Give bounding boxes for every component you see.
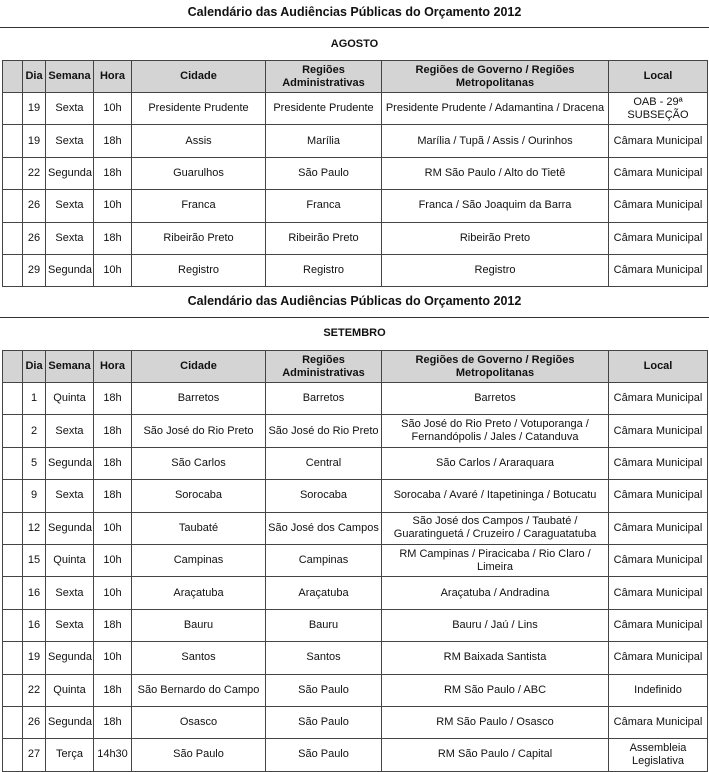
cell-cidade: Guarulhos (132, 157, 266, 189)
table-row (3, 190, 708, 222)
table-row (3, 512, 708, 544)
cell-cidade: Osasco (132, 706, 266, 738)
cell-local: Câmara Municipal (609, 706, 708, 738)
header-stub (3, 351, 23, 383)
cell-dia: 19 (23, 642, 46, 674)
header-local: Local (609, 61, 708, 93)
month-label-agosto: AGOSTO (330, 38, 379, 50)
header-cidade: Cidade (132, 351, 266, 383)
cell-regiao-governo: Bauru / Jaú / Lins (382, 609, 609, 641)
cell-hora: 10h (94, 577, 132, 609)
cell-semana: Quinta (46, 383, 94, 415)
cell-regiao-administrativa: Central (266, 447, 382, 479)
cell-hora: 18h (94, 480, 132, 512)
row-stub (3, 480, 23, 512)
cell-local: Câmara Municipal (609, 222, 708, 254)
schedule-table-agosto (2, 60, 708, 287)
cell-dia: 16 (23, 577, 46, 609)
cell-cidade: Barretos (132, 383, 266, 415)
cell-hora: 18h (94, 157, 132, 189)
cell-semana: Sexta (46, 222, 94, 254)
table-row (3, 577, 708, 609)
cell-regiao-administrativa: Registro (266, 254, 382, 286)
cell-semana: Segunda (46, 642, 94, 674)
cell-dia: 2 (23, 415, 46, 447)
cell-hora: 14h30 (94, 739, 132, 771)
cell-local: OAB - 29ª SUBSEÇÃO (609, 93, 708, 125)
cell-semana: Sexta (46, 609, 94, 641)
row-stub (3, 190, 23, 222)
row-stub (3, 674, 23, 706)
cell-regiao-administrativa: São Paulo (266, 157, 382, 189)
cell-regiao-administrativa: Santos (266, 642, 382, 674)
row-stub (3, 512, 23, 544)
cell-regiao-administrativa: São José dos Campos (266, 512, 382, 544)
cell-dia: 12 (23, 512, 46, 544)
row-stub (3, 125, 23, 157)
cell-local: Câmara Municipal (609, 480, 708, 512)
header-cidade: Cidade (132, 61, 266, 93)
table-row (3, 544, 708, 576)
row-stub (3, 157, 23, 189)
cell-cidade: Araçatuba (132, 577, 266, 609)
table-row (3, 415, 708, 447)
cell-semana: Quinta (46, 674, 94, 706)
cell-cidade: Presidente Prudente (132, 93, 266, 125)
cell-semana: Segunda (46, 254, 94, 286)
table-header-row (3, 351, 708, 383)
header-stub (3, 61, 23, 93)
cell-cidade: Bauru (132, 609, 266, 641)
table-row (3, 222, 708, 254)
row-stub (3, 254, 23, 286)
cell-regiao-administrativa: Franca (266, 190, 382, 222)
cell-regiao-governo: Ribeirão Preto (382, 222, 609, 254)
cell-cidade: São Paulo (132, 739, 266, 771)
cell-dia: 19 (23, 125, 46, 157)
cell-semana: Sexta (46, 190, 94, 222)
schedule-table-setembro (2, 350, 708, 772)
section-title-setembro: Calendário das Audiências Públicas do Orçamento 2012 (187, 294, 522, 308)
cell-cidade: São José do Rio Preto (132, 415, 266, 447)
cell-hora: 18h (94, 609, 132, 641)
cell-regiao-administrativa: Sorocaba (266, 480, 382, 512)
cell-local: Câmara Municipal (609, 125, 708, 157)
cell-cidade: São Bernardo do Campo (132, 674, 266, 706)
divider-line (0, 27, 709, 28)
table-row (3, 157, 708, 189)
header-local: Local (609, 351, 708, 383)
cell-hora: 10h (94, 93, 132, 125)
cell-local: Câmara Municipal (609, 577, 708, 609)
cell-dia: 5 (23, 447, 46, 479)
table-row (3, 642, 708, 674)
header-regioes-administrativas: Regiões Administrativas (266, 351, 382, 383)
cell-semana: Sexta (46, 480, 94, 512)
cell-local: Câmara Municipal (609, 383, 708, 415)
cell-regiao-governo: Presidente Prudente / Adamantina / Dracena (382, 93, 609, 125)
month-label-setembro: SETEMBRO (323, 327, 386, 339)
cell-hora: 18h (94, 706, 132, 738)
cell-hora: 10h (94, 544, 132, 576)
cell-semana: Terça (46, 739, 94, 771)
row-stub (3, 447, 23, 479)
row-stub (3, 642, 23, 674)
cell-hora: 18h (94, 674, 132, 706)
row-stub (3, 739, 23, 771)
row-stub (3, 577, 23, 609)
cell-regiao-administrativa: Campinas (266, 544, 382, 576)
cell-hora: 18h (94, 415, 132, 447)
cell-regiao-administrativa: São Paulo (266, 706, 382, 738)
header-hora: Hora (94, 351, 132, 383)
cell-dia: 29 (23, 254, 46, 286)
cell-regiao-administrativa: Ribeirão Preto (266, 222, 382, 254)
cell-hora: 18h (94, 447, 132, 479)
cell-regiao-governo: São José do Rio Preto / Votuporanga / Fernandópolis / Jales / Catanduva (382, 415, 609, 447)
cell-dia: 15 (23, 544, 46, 576)
cell-regiao-administrativa: Araçatuba (266, 577, 382, 609)
cell-semana: Segunda (46, 447, 94, 479)
cell-dia: 26 (23, 190, 46, 222)
cell-regiao-governo: São José dos Campos / Taubaté / Guaratinguetá / Cruzeiro / Caraguatatuba (382, 512, 609, 544)
row-stub (3, 706, 23, 738)
cell-dia: 22 (23, 157, 46, 189)
cell-regiao-governo: Marília / Tupã / Assis / Ourinhos (382, 125, 609, 157)
header-semana: Semana (46, 61, 94, 93)
cell-cidade: Franca (132, 190, 266, 222)
cell-regiao-governo: RM Campinas / Piracicaba / Rio Claro / Limeira (382, 544, 609, 576)
section-title-agosto: Calendário das Audiências Públicas do Orçamento 2012 (187, 5, 522, 19)
cell-cidade: Santos (132, 642, 266, 674)
cell-local: Câmara Municipal (609, 609, 708, 641)
cell-semana: Sexta (46, 125, 94, 157)
cell-regiao-governo: RM São Paulo / Alto do Tietê (382, 157, 609, 189)
header-dia: Dia (23, 351, 46, 383)
cell-regiao-administrativa: Bauru (266, 609, 382, 641)
cell-regiao-governo: Barretos (382, 383, 609, 415)
cell-regiao-governo: RM São Paulo / Osasco (382, 706, 609, 738)
table-row (3, 609, 708, 641)
cell-dia: 22 (23, 674, 46, 706)
row-stub (3, 544, 23, 576)
cell-semana: Quinta (46, 544, 94, 576)
cell-hora: 10h (94, 642, 132, 674)
cell-dia: 27 (23, 739, 46, 771)
table-row (3, 674, 708, 706)
cell-cidade: Assis (132, 125, 266, 157)
cell-regiao-governo: RM Baixada Santista (382, 642, 609, 674)
row-stub (3, 93, 23, 125)
cell-dia: 26 (23, 706, 46, 738)
cell-cidade: Taubaté (132, 512, 266, 544)
cell-local: Câmara Municipal (609, 447, 708, 479)
table-row (3, 739, 708, 771)
cell-local: Câmara Municipal (609, 415, 708, 447)
cell-regiao-administrativa: Presidente Prudente (266, 93, 382, 125)
header-hora: Hora (94, 61, 132, 93)
cell-regiao-administrativa: Marília (266, 125, 382, 157)
cell-regiao-governo: São Carlos / Araraquara (382, 447, 609, 479)
divider-line (0, 317, 709, 318)
cell-hora: 18h (94, 383, 132, 415)
cell-cidade: Sorocaba (132, 480, 266, 512)
row-stub (3, 609, 23, 641)
table-row (3, 254, 708, 286)
header-dia: Dia (23, 61, 46, 93)
cell-semana: Sexta (46, 93, 94, 125)
header-regioes-governo: Regiões de Governo / Regiões Metropolitanas (382, 61, 609, 93)
cell-regiao-administrativa: São José do Rio Preto (266, 415, 382, 447)
cell-regiao-governo: Araçatuba / Andradina (382, 577, 609, 609)
cell-regiao-governo: Sorocaba / Avaré / Itapetininga / Botucatu (382, 480, 609, 512)
cell-dia: 19 (23, 93, 46, 125)
table-header-row (3, 61, 708, 93)
cell-cidade: Campinas (132, 544, 266, 576)
cell-regiao-administrativa: Barretos (266, 383, 382, 415)
cell-cidade: São Carlos (132, 447, 266, 479)
cell-local: Indefinido (609, 674, 708, 706)
table-row (3, 447, 708, 479)
cell-local: Câmara Municipal (609, 544, 708, 576)
cell-regiao-governo: RM São Paulo / Capital (382, 739, 609, 771)
cell-local: Câmara Municipal (609, 512, 708, 544)
table-row (3, 706, 708, 738)
cell-hora: 10h (94, 254, 132, 286)
cell-semana: Sexta (46, 577, 94, 609)
cell-regiao-governo: Franca / São Joaquim da Barra (382, 190, 609, 222)
header-semana: Semana (46, 351, 94, 383)
cell-hora: 10h (94, 190, 132, 222)
table-row (3, 93, 708, 125)
header-regioes-governo: Regiões de Governo / Regiões Metropolitanas (382, 351, 609, 383)
cell-hora: 10h (94, 512, 132, 544)
cell-regiao-governo: RM São Paulo / ABC (382, 674, 609, 706)
cell-local: Câmara Municipal (609, 642, 708, 674)
header-regioes-administrativas: Regiões Administrativas (266, 61, 382, 93)
cell-hora: 18h (94, 125, 132, 157)
cell-semana: Segunda (46, 706, 94, 738)
row-stub (3, 222, 23, 254)
cell-cidade: Ribeirão Preto (132, 222, 266, 254)
cell-dia: 16 (23, 609, 46, 641)
table-row (3, 125, 708, 157)
cell-local: Câmara Municipal (609, 157, 708, 189)
cell-dia: 26 (23, 222, 46, 254)
cell-local: Assembleia Legislativa (609, 739, 708, 771)
cell-regiao-administrativa: São Paulo (266, 674, 382, 706)
cell-semana: Segunda (46, 157, 94, 189)
table-row (3, 383, 708, 415)
cell-semana: Sexta (46, 415, 94, 447)
cell-dia: 9 (23, 480, 46, 512)
cell-hora: 18h (94, 222, 132, 254)
cell-dia: 1 (23, 383, 46, 415)
row-stub (3, 383, 23, 415)
cell-cidade: Registro (132, 254, 266, 286)
cell-local: Câmara Municipal (609, 190, 708, 222)
table-row (3, 480, 708, 512)
cell-local: Câmara Municipal (609, 254, 708, 286)
cell-regiao-administrativa: São Paulo (266, 739, 382, 771)
cell-regiao-governo: Registro (382, 254, 609, 286)
row-stub (3, 415, 23, 447)
cell-semana: Segunda (46, 512, 94, 544)
